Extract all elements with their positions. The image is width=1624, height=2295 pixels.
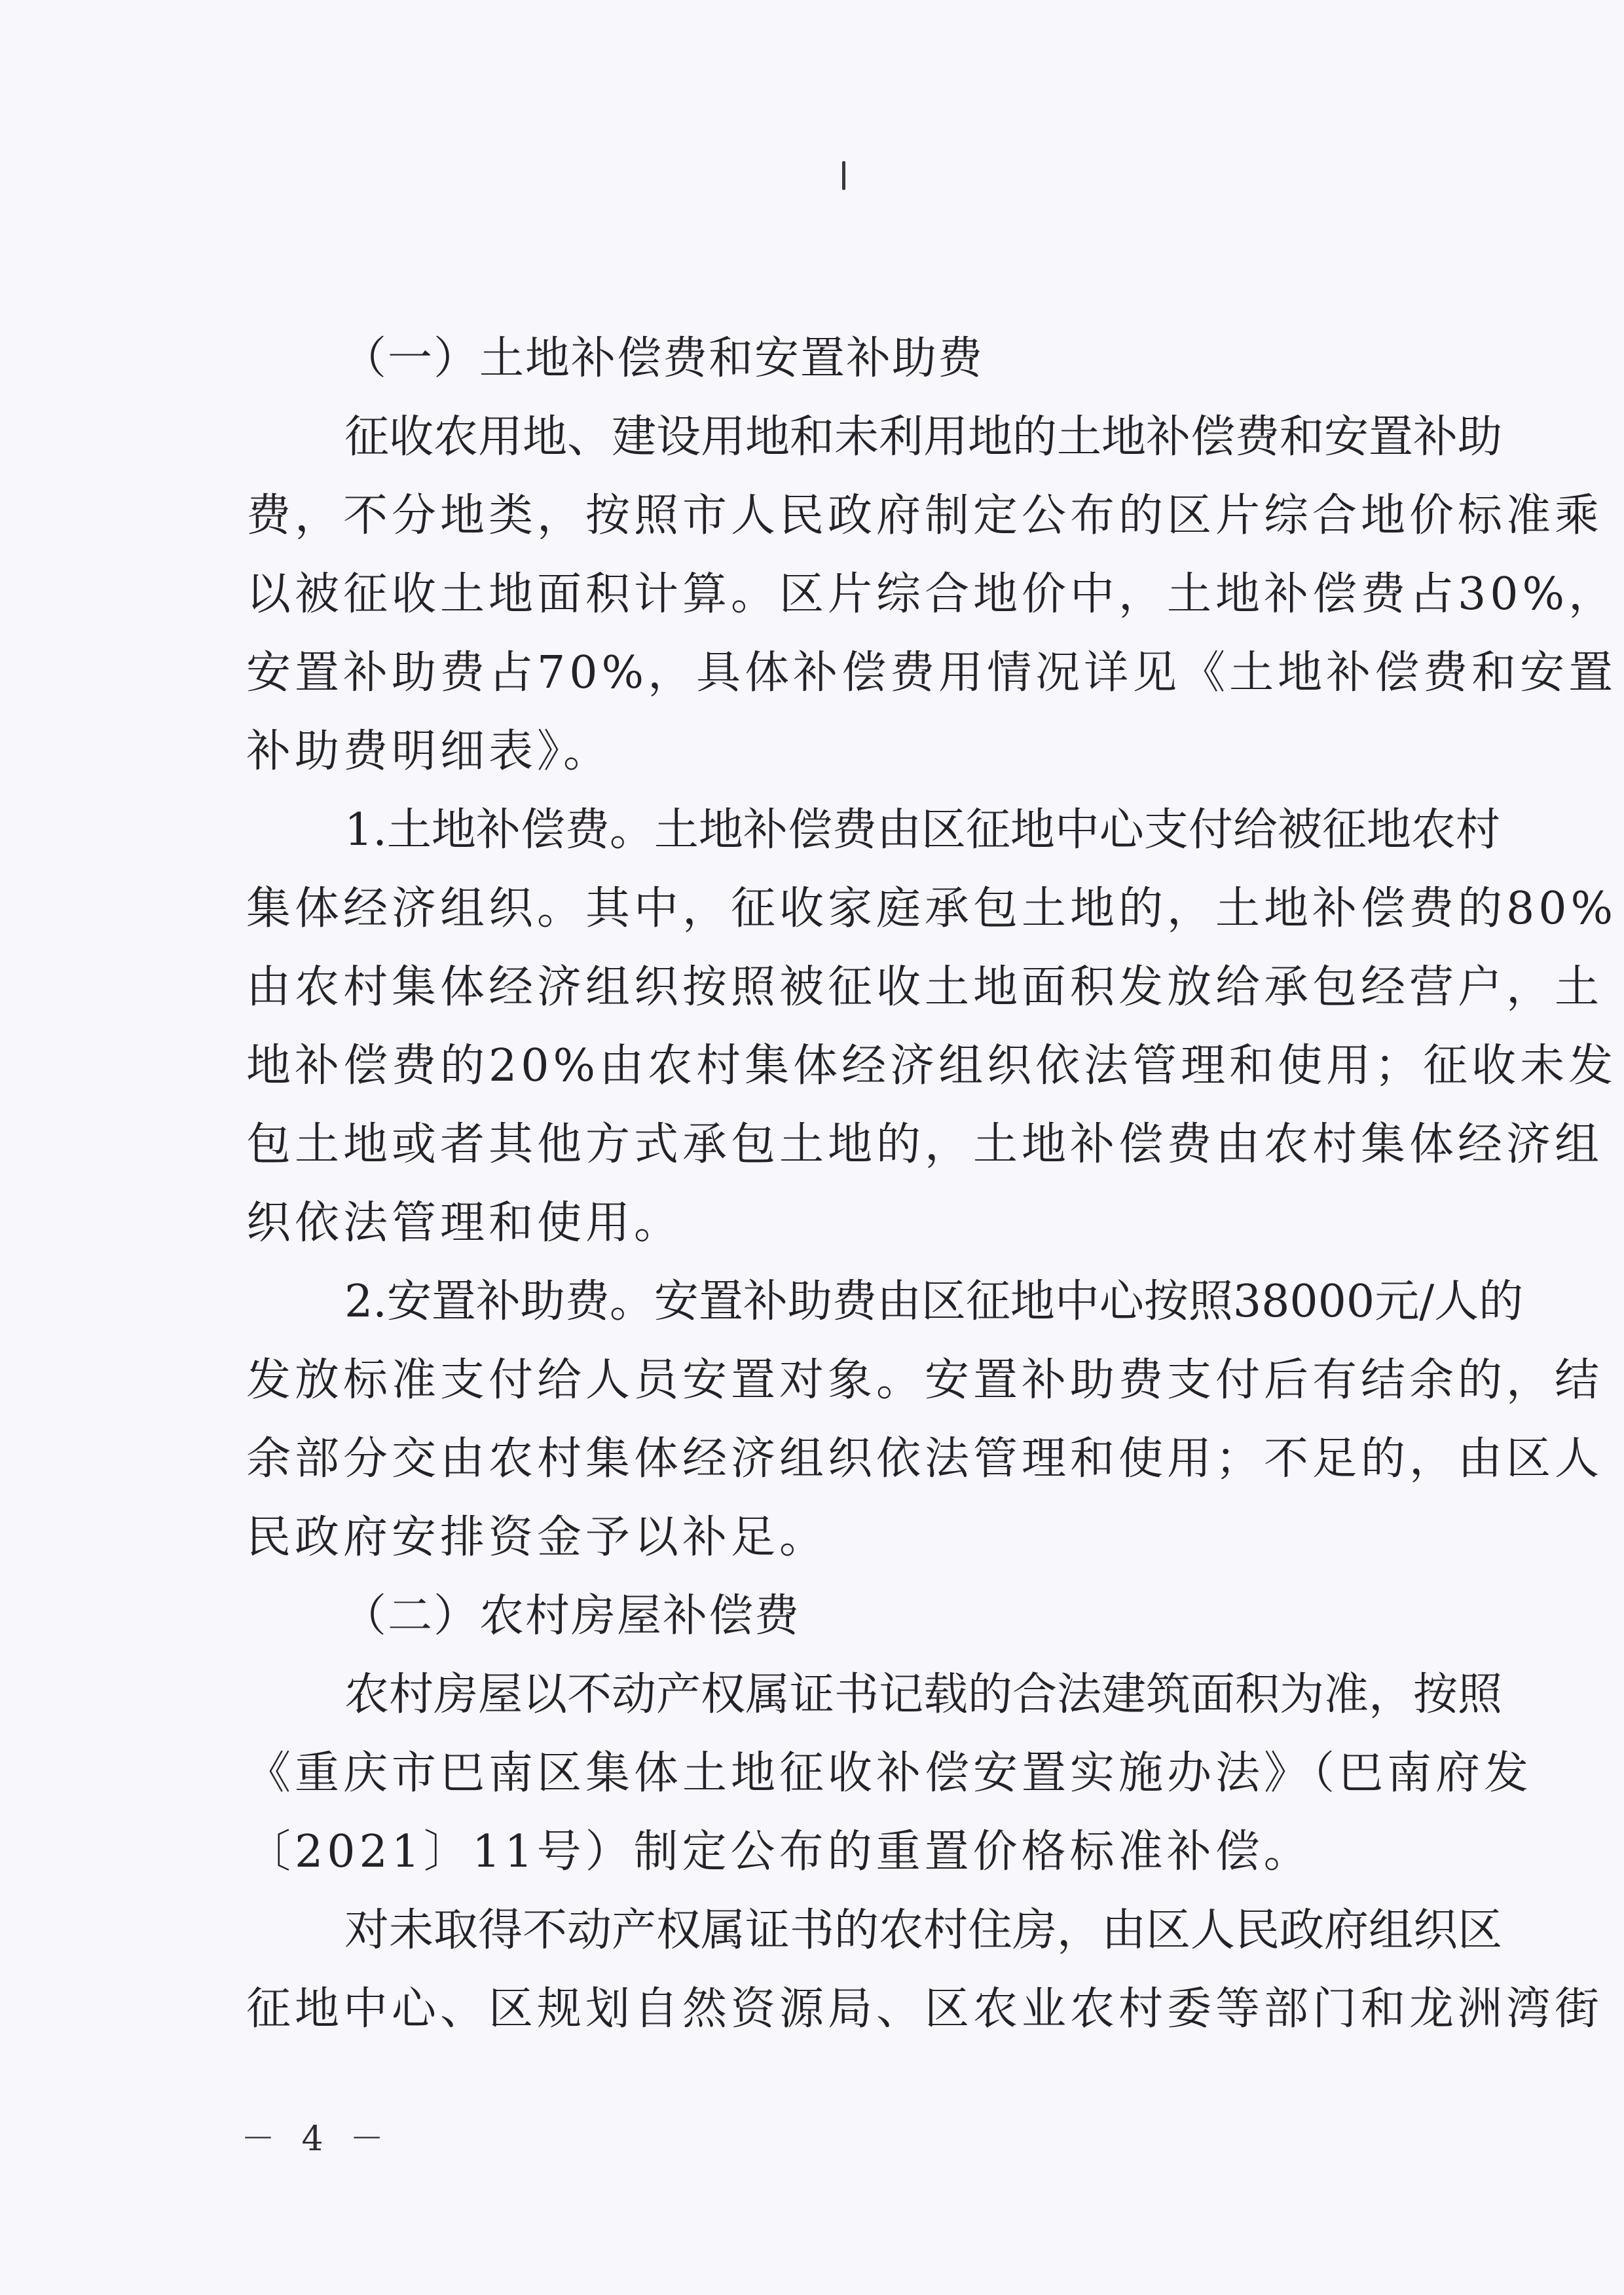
paragraph-text: 1.土地补偿费。土地补偿费由区征地中心支付给被征地农村 [344, 804, 1500, 856]
section-heading-2-line [0, 1577, 1624, 1656]
text-line [0, 398, 1624, 477]
paragraph-text: 安置补助费占70%，具体补偿费用情况详见《土地补偿费和安置 [246, 647, 1617, 699]
text-line [0, 1106, 1624, 1184]
text-line [0, 1656, 1624, 1734]
paragraph-text: 发放标准支付给人员安置对象。安置补助费支付后有结余的，结 [246, 1354, 1604, 1406]
paragraph-text: 〔2021〕11号）制定公布的重置价格标准补偿。 [246, 1826, 1312, 1878]
paragraph-text: 《重庆市巴南区集体土地征收补偿安置实施办法》（巴南府发 [246, 1747, 1533, 1799]
text-line [0, 634, 1624, 713]
section-heading-1-line [0, 320, 1624, 398]
paragraph-text: 征地中心、区规划自然资源局、区农业农村委等部门和龙洲湾街 [246, 1983, 1604, 2035]
paragraph-text: 余部分交由农村集体经济组织依法管理和使用；不足的，由区人 [246, 1433, 1604, 1485]
paragraph-text: 以被征收土地面积计算。区片综合地价中，土地补偿费占30%， [246, 569, 1617, 620]
page-number: － 4 － [241, 2119, 392, 2159]
paragraph-text: 集体经济组织。其中，征收家庭承包土地的，土地补偿费的80% [246, 883, 1617, 935]
text-line [0, 1499, 1624, 1577]
text-line [0, 1420, 1624, 1499]
paragraph-text: 农村房屋以不动产权属证书记载的合法建筑面积为准，按照 [344, 1669, 1503, 1721]
paragraph-text: 包土地或者其他方式承包土地的，土地补偿费由农村集体经济组 [246, 1119, 1604, 1170]
paragraph-text: 征收农用地、建设用地和未利用地的土地补偿费和安置补助 [344, 411, 1503, 463]
section-heading-2: （二）农村房屋补偿费 [342, 1590, 801, 1642]
text-line [0, 791, 1624, 870]
paragraph-text: 补助费明细表》。 [246, 726, 612, 777]
text-line [0, 1341, 1624, 1420]
text-line [0, 870, 1624, 948]
text-line [0, 1734, 1624, 1813]
text-line [0, 1184, 1624, 1263]
text-line [0, 1813, 1624, 1892]
paragraph-text: 由农村集体经济组织按照被征收土地面积发放给承包经营户，土 [246, 961, 1604, 1013]
section-heading-1: （一）土地补偿费和安置补助费 [342, 333, 984, 384]
text-line [0, 948, 1624, 1027]
text-line [0, 1263, 1624, 1341]
paragraph-text: 费，不分地类，按照市人民政府制定公布的区片综合地价标准乘 [246, 490, 1604, 542]
text-line [0, 1970, 1624, 2049]
text-line [0, 555, 1624, 634]
paragraph-text: 民政府安排资金予以补足。 [246, 1512, 828, 1563]
paragraph-text: 对未取得不动产权属证书的农村住房，由区人民政府组织区 [344, 1905, 1503, 1956]
text-line [0, 1892, 1624, 1970]
paragraph-text: 地补偿费的20%由农村集体经济组织依法管理和使用；征收未发 [246, 1040, 1617, 1092]
paragraph-text: 织依法管理和使用。 [246, 1197, 683, 1249]
text-line [0, 713, 1624, 791]
top-mark [842, 161, 845, 190]
text-line [0, 477, 1624, 555]
text-line [0, 1027, 1624, 1106]
paragraph-text: 2.安置补助费。安置补助费由区征地中心按照38000元/人的 [344, 1276, 1524, 1328]
